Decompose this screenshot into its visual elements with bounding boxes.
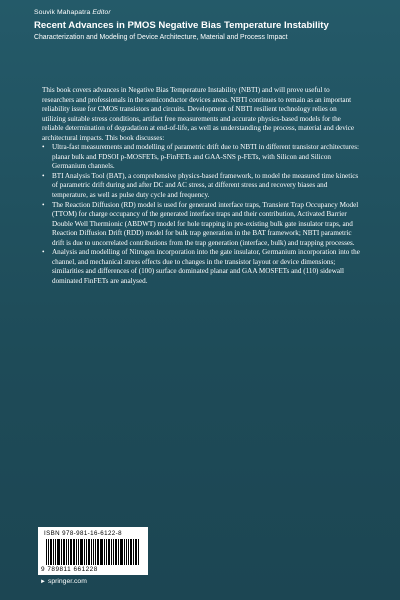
barcode-bars [46, 539, 141, 565]
barcode-stripe [118, 539, 119, 565]
bullet-item [42, 143, 362, 172]
bullet-text: BTI Analysis Tool (BAT), a comprehensive physics-based framework, to model the measured time kinetics of parametric drift during and after DC and AC stress, at different stress and recovery biases and temperature, as well as pulse duty cycle and frequency. [52, 171, 359, 200]
bullet-item [42, 201, 362, 249]
arrow-right-icon: ► [40, 578, 46, 585]
barcode-stripe [135, 539, 137, 565]
barcode-stripe [113, 539, 114, 565]
barcode-stripe [61, 539, 62, 565]
barcode-stripe [130, 539, 132, 565]
barcode-stripe [70, 539, 72, 565]
barcode-stripe [106, 539, 107, 565]
bullet-icon: • [42, 248, 45, 257]
isbn-barcode [38, 527, 148, 575]
bullet-text: The Reaction Diffusion (RD) model is used for generated interface traps, Transient Trap Occupancy Model (TTOM) for charge occupancy of the generated interface traps and their contribution, Activated Barrier Double Well Thermionic (ABDWT) model for hole trapping in pre-existing bulk gate insulator traps, and Reaction Diffusion Drift (RDD) model for bulk trap generation in the BAT framework; NBTI parametric drift is due to uncorrelated contributions from the trap generation (interface, bulk) and trapping processes. [52, 200, 359, 247]
editor-name: Souvik Mahapatra [34, 9, 91, 16]
editor-role: Editor [92, 9, 111, 16]
cover-header [34, 8, 384, 42]
book-subtitle: Characterization and Modeling of Device Architecture, Material and Process Impact [34, 34, 288, 41]
barcode-stripe [124, 539, 125, 565]
barcode-stripe [93, 539, 94, 565]
barcode-stripe [88, 539, 90, 565]
bullet-icon: • [42, 143, 45, 152]
barcode-stripe [100, 539, 103, 565]
barcode-stripe [97, 539, 99, 565]
bullet-icon: • [42, 200, 45, 209]
barcode-stripe [80, 539, 83, 565]
barcode-digits: 9 789811 661228 [41, 566, 98, 573]
barcode-stripe [53, 539, 54, 565]
bullet-item [42, 172, 362, 201]
barcode-stripe [48, 539, 49, 565]
blurb-bullet-list [42, 143, 362, 286]
barcode-stripe [111, 539, 112, 565]
barcode-stripe [133, 539, 134, 565]
barcode-stripe [104, 539, 105, 565]
barcode-stripe [55, 539, 56, 565]
barcode-stripe [57, 539, 60, 565]
barcode-stripe [84, 539, 85, 565]
barcode-stripe [73, 539, 75, 565]
barcode-stripe [95, 539, 96, 565]
bullet-text: Ultra-fast measurements and modelling of parametric drift due to NBTI in different transistor architectures: planar bulk and FDSOI p-MOSFETs, p-FinFETs and GAA-SNS p-FETs, with Silicon and Silicon Germanium channels. [52, 143, 360, 171]
barcode-stripe [138, 539, 139, 565]
bullet-item [42, 248, 362, 286]
blurb [42, 86, 362, 286]
blurb-intro: This book covers advances in Negative Bias Temperature Instability (NBTI) and will prove useful to researchers and professionals in the semiconductor devices areas. NBTI continues to remain as an important reliability issue for CMOS transistors and circuits. Development of NBTI resilient technology relies on utilizing suitable stress conditions, artifact free measurements and accurate physics-based models for the reliable determination of degradation at end-of-life, as well as understanding the process, material and device architectural impacts. This book discusses: [42, 86, 355, 142]
barcode-stripe [108, 539, 110, 565]
isbn-number: ISBN 978-981-16-6122-8 [44, 530, 122, 537]
barcode-stripe [50, 539, 52, 565]
bullet-icon: • [42, 171, 45, 180]
barcode-stripe [66, 539, 67, 565]
barcode-stripe [63, 539, 65, 565]
book-title: Recent Advances in PMOS Negative Bias Temperature Instability [34, 20, 329, 31]
barcode-stripe [120, 539, 123, 565]
bullet-text: Analysis and modelling of Nitrogen incorporation into the gate insulator, Germanium incorporation into the channel, and mechanical stress effects due to changes in the transistor layout or device dimensions; similarities and differences of (100) surface dominated planar and GAA MOSFETs and (110) sidewall dominated FinFETs are analysed. [52, 248, 360, 285]
barcode-stripe [91, 539, 92, 565]
barcode-stripe [68, 539, 69, 565]
publisher-url: springer.com [47, 578, 87, 585]
barcode-stripe [86, 539, 87, 565]
editor-line [34, 8, 384, 17]
barcode-stripe [46, 539, 47, 565]
barcode-stripe [78, 539, 79, 565]
barcode-stripe [128, 539, 129, 565]
barcode-stripe [126, 539, 127, 565]
barcode-stripe [115, 539, 117, 565]
publisher-link[interactable] [40, 578, 87, 585]
barcode-stripe [76, 539, 77, 565]
